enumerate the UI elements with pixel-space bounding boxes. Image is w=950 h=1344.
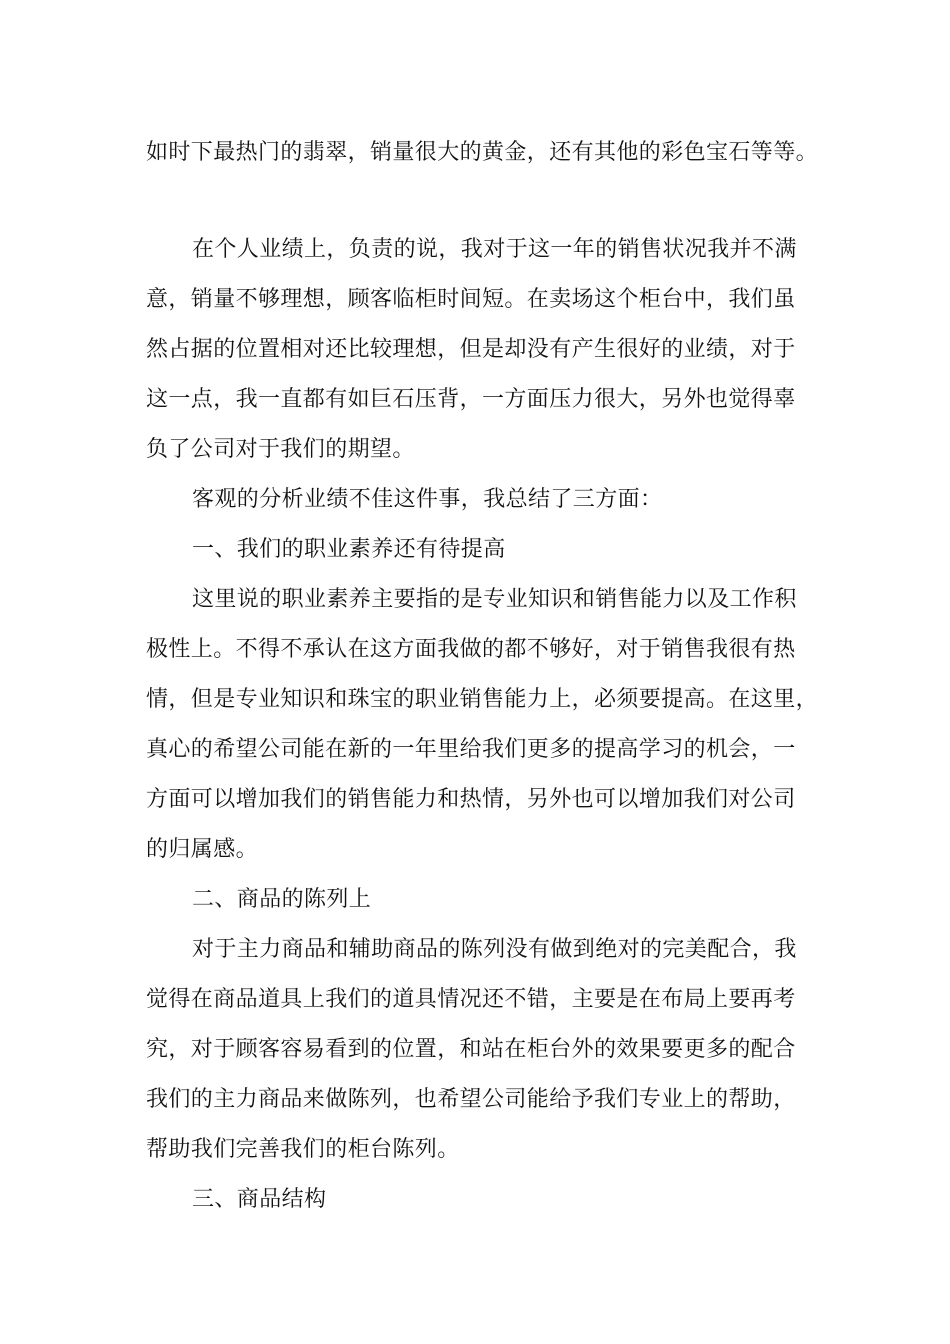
text-line: 的归属感。 [146, 837, 259, 862]
text-line: 如时下最热门的翡翠，销量很大的黄金，还有其他的彩色宝石等等。 [146, 140, 819, 165]
text-line: 极性上。不得不承认在这方面我做的都不够好，对于销售我很有热 [146, 637, 796, 662]
text-line: 客观的分析业绩不佳这件事，我总结了三方面： [192, 487, 663, 512]
text-line: 我们的主力商品来做陈列，也希望公司能给予我们专业上的帮助， [146, 1087, 796, 1112]
text-line: 方面可以增加我们的销售能力和热情，另外也可以增加我们对公司 [146, 787, 796, 812]
text-line: 对于主力商品和辅助商品的陈列没有做到绝对的完美配合，我 [192, 937, 797, 962]
section-heading: 三、商品结构 [192, 1187, 327, 1212]
section-heading: 一、我们的职业素养还有待提高 [192, 537, 506, 562]
text-line: 这一点，我一直都有如巨石压背，一方面压力很大，另外也觉得辜 [146, 387, 796, 412]
text-line: 帮助我们完善我们的柜台陈列。 [146, 1137, 460, 1162]
section-heading: 二、商品的陈列上 [192, 887, 372, 912]
text-line: 真心的希望公司能在新的一年里给我们更多的提高学习的机会，一 [146, 737, 796, 762]
text-line: 意，销量不够理想，顾客临柜时间短。在卖场这个柜台中，我们虽 [146, 287, 796, 312]
text-line: 情，但是专业知识和珠宝的职业销售能力上，必须要提高。在这里， [146, 687, 819, 712]
text-line: 这里说的职业素养主要指的是专业知识和销售能力以及工作积 [192, 587, 797, 612]
text-line: 然占据的位置相对还比较理想，但是却没有产生很好的业绩，对于 [146, 337, 796, 362]
text-line: 觉得在商品道具上我们的道具情况还不错，主要是在布局上要再考 [146, 987, 796, 1012]
text-line: 负了公司对于我们的期望。 [146, 437, 415, 462]
text-line: 究，对于顾客容易看到的位置，和站在柜台外的效果要更多的配合 [146, 1037, 796, 1062]
text-line: 在个人业绩上，负责的说，我对于这一年的销售状况我并不满 [192, 237, 797, 262]
